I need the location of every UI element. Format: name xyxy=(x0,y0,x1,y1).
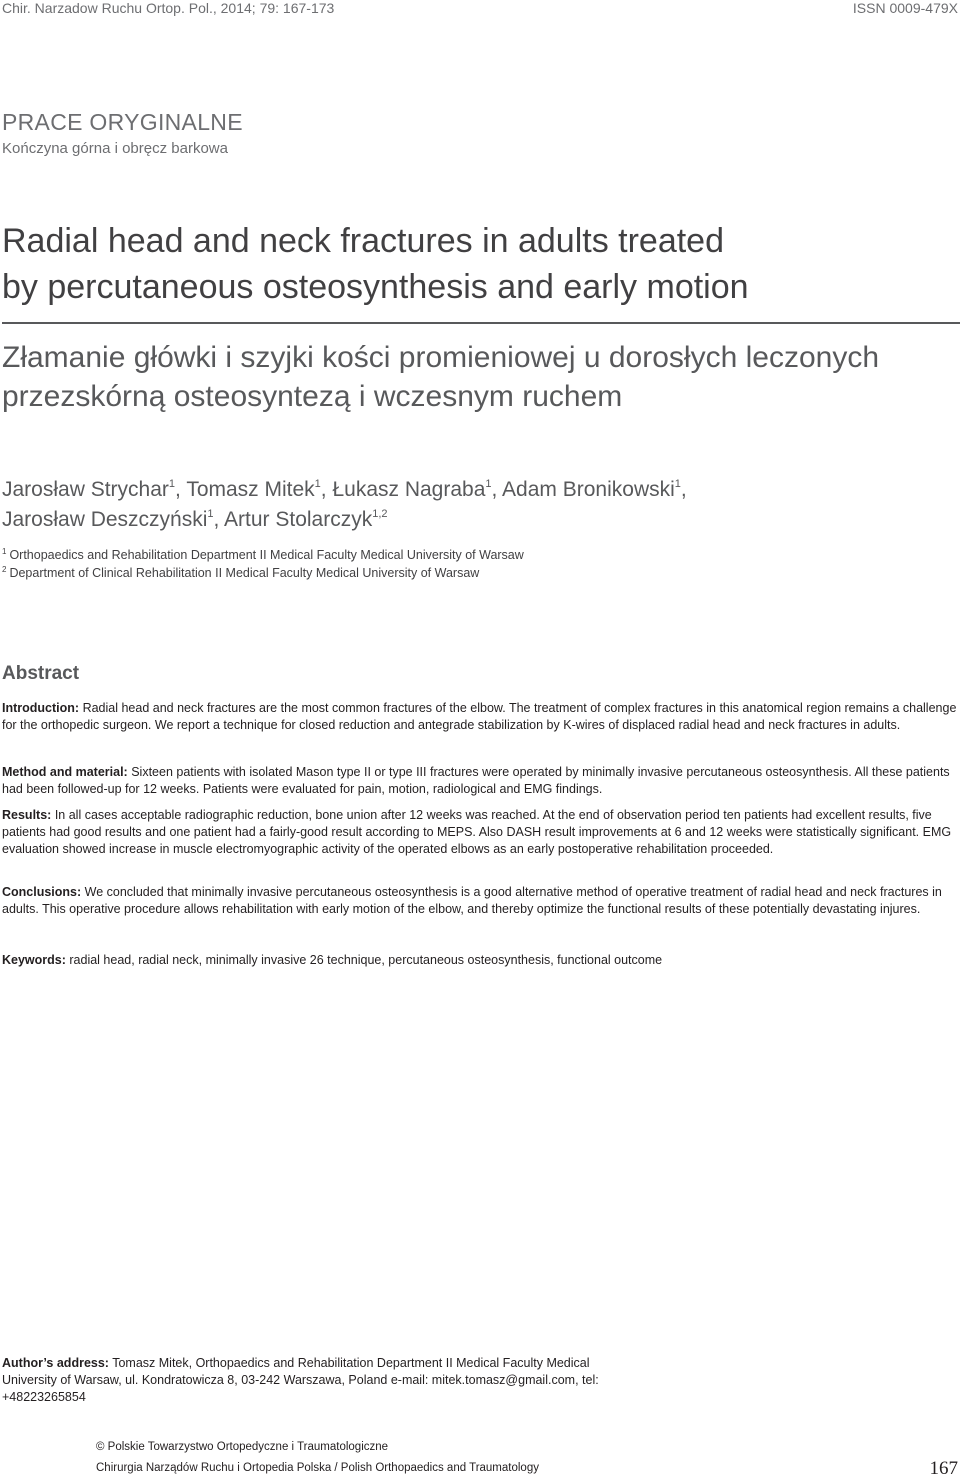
author-address xyxy=(2,1355,622,1406)
affiliation-number: 1 xyxy=(2,547,7,556)
author-list xyxy=(2,475,952,535)
abstract-results xyxy=(2,807,960,858)
abstract-keywords xyxy=(2,952,960,969)
author-name: Adam Bronikowski xyxy=(502,478,675,501)
affiliation-2 xyxy=(2,565,479,581)
results-label: Results: xyxy=(2,808,52,822)
conclusions-label: Conclusions: xyxy=(2,885,82,899)
section-subtype: Kończyna górna i obręcz barkowa xyxy=(2,140,228,157)
author-affiliation-sup: 1 xyxy=(485,478,492,490)
method-text: Sixteen patients with isolated Mason type II or type III fractures were operated by minimally invasive percutaneous osteosynthesis. All these patients had been followed-up for 12 weeks. Patients were evaluated for pain, motion, radiological and EMG findings. xyxy=(2,765,950,796)
affiliation-text: Department of Clinical Rehabilitation II Medical Faculty Medical University of Warsaw xyxy=(9,566,480,580)
author-name: Artur Stolarczyk xyxy=(224,508,373,531)
copyright-notice: © Polskie Towarzystwo Ortopedyczne i Traumatologiczne xyxy=(96,1441,389,1453)
article-title-polish xyxy=(2,338,952,416)
author-affiliation-sup: 1 xyxy=(314,478,321,490)
author-address-text: Tomasz Mitek, Orthopaedics and Rehabilitation Department II Medical Faculty Medical University of Warsaw, ul. Kondratowicza 8, 03-242 Warszawa, Poland e-mail: mitek.tomasz@gmail.com, tel: +48223265854 xyxy=(2,1356,599,1404)
affiliation-text: Orthopaedics and Rehabilitation Department II Medical Faculty Medical University of Warsaw xyxy=(9,548,524,562)
author-name: Łukasz Nagraba xyxy=(332,478,486,501)
abstract-introduction xyxy=(2,700,960,734)
introduction-text: Radial head and neck fractures are the most common fractures of the elbow. The treatment of complex fractures in this anatomical region remains a challenge for the orthopedic surgeon. We report a technique for closed reduction and antegrade stabilization by K-wires of displaced radial head and neck fractures in adults. xyxy=(2,701,957,732)
author-name: Jarosław Deszczyński xyxy=(2,508,208,531)
title-pl-line-2: przezskórną osteosyntezą i wczesnym ruchem xyxy=(2,380,623,413)
journal-reference: Chir. Narzadow Ruchu Ortop. Pol., 2014; 79: 167-173 xyxy=(2,0,335,16)
author-affiliation-sup: 1,2 xyxy=(372,508,388,520)
author-affiliation-sup: 1 xyxy=(168,478,176,490)
results-text: In all cases acceptable radiographic reduction, bone union after 12 weeks was reached. At the end of observation period ten patients had excellent results, five patients had good results and one patient had a fairly-good result according to MEPS. Also DASH result improvements at 6 and 12 weeks were statistically significant. EMG evaluation showed increase in muscle electromyographic activity of the operated elbows as an early postoperative rehabilitation proceeded. xyxy=(2,808,952,856)
author-name: Tomasz Mitek xyxy=(186,478,315,501)
method-label: Method and material: xyxy=(2,765,128,779)
issn-number: ISSN 0009-479X xyxy=(852,0,958,16)
title-en-line-2: by percutaneous osteosynthesis and early motion xyxy=(2,268,749,306)
author-separator: , xyxy=(680,478,687,501)
affiliation-1 xyxy=(2,547,524,563)
author-separator: , xyxy=(320,478,333,501)
introduction-label: Introduction: xyxy=(2,701,80,715)
abstract-heading: Abstract xyxy=(2,663,80,684)
journal-name-footer: Chirurgia Narządów Ruchu i Ortopedia Polska / Polish Orthopaedics and Traumatology xyxy=(96,1462,539,1474)
author-name: Jarosław Strychar xyxy=(2,478,169,501)
section-type: PRACE ORYGINALNE xyxy=(2,109,243,135)
conclusions-text: We concluded that minimally invasive percutaneous osteosynthesis is a good alternative method of operative treatment of radial head and neck fractures in adults. This operative procedure allows rehabilitation with early motion of the elbow, and thereby optimize the functional results of these potentially devastating injures. xyxy=(2,885,942,916)
page-number: 167 xyxy=(929,1458,958,1479)
author-address-label: Author’s address: xyxy=(2,1356,109,1370)
author-affiliation-sup: 1 xyxy=(674,478,681,490)
author-separator: , xyxy=(491,478,503,501)
title-pl-line-1: Złamanie główki i szyjki kości promieniowej u dorosłych leczonych xyxy=(2,341,880,374)
title-divider xyxy=(2,322,960,324)
title-en-line-1: Radial head and neck fractures in adults treated xyxy=(2,222,725,260)
article-title-english xyxy=(2,218,952,310)
author-separator: , xyxy=(175,478,187,501)
abstract-conclusions xyxy=(2,884,960,918)
author-affiliation-sup: 1 xyxy=(207,508,214,520)
keywords-label: Keywords: xyxy=(2,953,66,967)
keywords-text: radial head, radial neck, minimally invasive 26 technique, percutaneous osteosynthesis, functional outcome xyxy=(69,953,663,967)
affiliation-number: 2 xyxy=(2,565,7,574)
author-separator: , xyxy=(213,508,225,531)
abstract-method xyxy=(2,764,960,798)
